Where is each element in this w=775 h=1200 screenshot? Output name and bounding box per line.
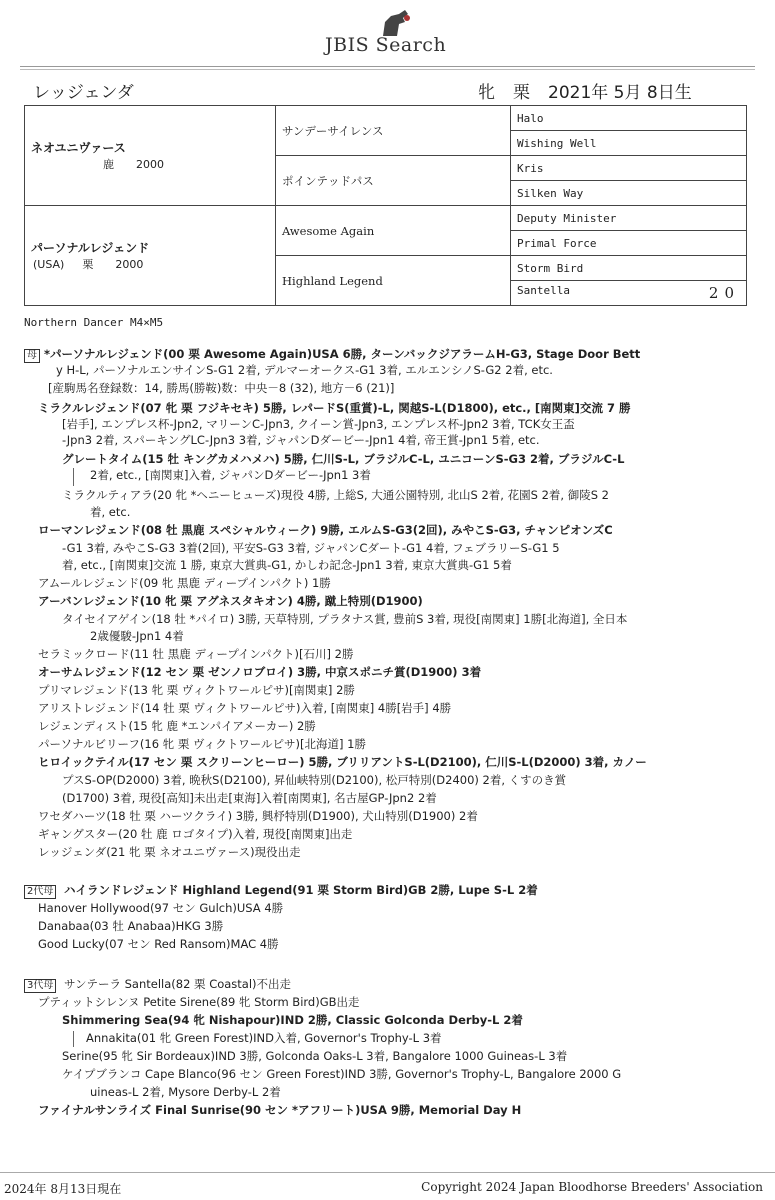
offspring-line: プスS-OP(D2000) 3着, 晩秋S(D2100), 昇仙峡特別(D2100), 松戸特別(D2400) 2着, くすのき賞	[62, 773, 567, 787]
offspring-line: レッジェンダ(21 牝 栗 ネオユニヴァース)現役出走	[38, 845, 301, 859]
g3dam-tag: 3代母	[24, 979, 56, 993]
g2-cell[interactable]: サンデーサイレンス	[276, 106, 511, 156]
footer-copyright: Copyright 2024 Japan Bloodhorse Breeders' Association	[421, 1180, 763, 1194]
logo-text: JBIS Search	[325, 34, 447, 56]
sire-name: ネオユニヴァース	[31, 141, 126, 155]
offspring-line: アリストレジェンド(14 牡 栗 ヴィクトワールピサ)入着, [南関東] 4勝[岩手] 4勝	[38, 701, 452, 715]
offspring-line: ミラクルティアラ(20 牝 *ヘニーヒューズ)現役 4勝, 上総S, 大通公園特別, 北山S 2着, 花園S 2着, 御陵S 2	[62, 488, 609, 502]
g3-cell[interactable]: Silken Way	[511, 181, 747, 206]
g3-cell[interactable]: Wishing Well	[511, 131, 747, 156]
offspring-line: セラミックロード(11 牡 黒鹿 ディープインパクト)[石川] 2勝	[38, 647, 354, 661]
g3dam-line: ファイナルサンライズ Final Sunrise(90 セン *アフリート)USA 9勝, Memorial Day H	[38, 1103, 522, 1117]
g2dam-line: Danabaa(03 牡 Anabaa)HKG 3勝	[38, 919, 224, 933]
offspring-line: 2着, etc., [南関東]入着, ジャパンDダービー-Jpn1 3着	[90, 468, 371, 482]
sire-cell[interactable]	[25, 106, 276, 206]
g2dam-line: Good Lucky(07 セン Red Ransom)MAC 4勝	[38, 937, 279, 951]
offspring-line: ヒロイックテイル(17 セン 栗 スクリーンヒーロー) 5勝, ブリリアントS-L(D2100), 仁川S-L(D2000) 3着, カノー	[38, 755, 647, 769]
g3-cell-santella[interactable]	[511, 281, 747, 306]
offspring-line: アムールレジェンド(09 牝 黒鹿 ディープインパクト) 1勝	[38, 576, 331, 590]
offspring-line: グレートタイム(15 牡 キングカメハメハ) 5勝, 仁川S-L, ブラジルC-L, ユニコーンS-G3 2着, ブラジルC-L	[62, 452, 625, 466]
dam-line: [産駒馬名登録数：14, 勝馬(勝鞍)数：中央－8 (32), 地方－6 (21)]	[48, 381, 395, 395]
g3-name: Santella	[517, 284, 570, 297]
offspring-line: プリマレジェンド(13 牝 栗 ヴィクトワールピサ)[南関東] 2勝	[38, 683, 355, 697]
g3dam-line: uineas-L 2着, Mysore Derby-L 2着	[90, 1085, 281, 1099]
g3dam-line: Shimmering Sea(94 牝 Nishapour)IND 2勝, Classic Golconda Derby-L 2着	[62, 1013, 523, 1027]
g3-cell[interactable]: Storm Bird	[511, 256, 747, 281]
g2-cell[interactable]: ポインテッドパス	[276, 156, 511, 206]
horse-color: 栗	[513, 83, 530, 103]
offspring-line: パーソナルビリーフ(16 牝 栗 ヴィクトワールピサ)[北海道] 1勝	[38, 737, 366, 751]
g3dam-line: Serine(95 牝 Sir Bordeaux)IND 3勝, Golconda Oaks-L 3着, Bangalore 1000 Guineas-L 3着	[62, 1049, 568, 1063]
header-divider	[20, 66, 755, 67]
dam-line: y H-L, パーソナルエンサインS-G1 2着, デルマーオークス-G1 3着, エルエンシノS-G2 2着, etc.	[56, 363, 553, 377]
dam-tag: 母	[24, 349, 40, 363]
g3-cell[interactable]: Primal Force	[511, 231, 747, 256]
g2dam-line: Hanover Hollywood(97 セン Gulch)USA 4勝	[38, 901, 284, 915]
g3-cell[interactable]: Halo	[511, 106, 747, 131]
horse-name: レッジェンダ	[33, 83, 134, 103]
g3-cell[interactable]: Deputy Minister	[511, 206, 747, 231]
offspring-line: [岩手], エンプレス杯-Jpn2, マリーンC-Jpn3, クイーン賞-Jpn3, エンプレス杯-Jpn2 3着, TCK女王盃	[62, 417, 575, 431]
offspring-line: ギャングスター(20 牡 鹿 ロゴタイプ)入着, 現役[南関東]出走	[38, 827, 353, 841]
offspring-line: (D1700) 3着, 現役[高知]未出走[東海]入着[南関東], 名古屋GP-Jpn2 2着	[62, 791, 437, 805]
offspring-line: -G1 3着, みやこS-G3 3着(2回), 平安S-G3 3着, ジャパンCダート-G1 4着, フェブラリーS-G1 5	[62, 541, 560, 555]
g3dam-line: Annakita(01 牝 Green Forest)IND入着, Governor's Trophy-L 3着	[86, 1031, 442, 1045]
dam-name: パーソナルレジェンド	[31, 241, 150, 255]
g3dam-line: プティットシレンヌ Petite Sirene(89 牝 Storm Bird)GB出走	[38, 995, 360, 1009]
offspring-line: レジェンディスト(15 牝 鹿 *エンパイアメーカー) 2勝	[38, 719, 316, 733]
inbreeding-note: Northern Dancer M4×M5	[24, 316, 164, 329]
g3dam-line: ケイプブランコ Cape Blanco(96 セン Green Forest)IND 3勝, Governor's Trophy-L, Bangalore 2000 G	[62, 1067, 622, 1081]
header-divider-2	[20, 69, 755, 70]
dam-line: 母 *パーソナルレジェンド(00 栗 Awesome Again)USA 6勝, ターンバックジアラームH-G3, Stage Door Bett	[24, 346, 640, 363]
offspring-line: 着, etc.	[90, 505, 131, 519]
offspring-line: オーサムレジェンド(12 セン 栗 ゼンノロブロイ) 3勝, 中京スポニチ賞(D1900) 3着	[38, 665, 482, 679]
family-number: 20	[708, 284, 740, 302]
g2dam-tag: 2代母	[24, 885, 56, 899]
g2-cell[interactable]: Awesome Again	[276, 206, 511, 256]
footer-date: 2024年 8月13日現在	[4, 1182, 122, 1196]
offspring-line: ワセダハーツ(18 牡 栗 ハーツクライ) 3勝, 興杼特別(D1900), 犬山特別(D1900) 2着	[38, 809, 478, 823]
pedigree-table	[24, 105, 747, 306]
offspring-line: ローマンレジェンド(08 牡 黒鹿 スペシャルウィーク) 9勝, エルムS-G3(2回), みやこS-G3, チャンピオンズC	[38, 523, 613, 537]
dam-info: (USA) 栗 2000	[33, 258, 144, 271]
horse-sex: 牝	[478, 83, 495, 103]
jbis-logo[interactable]	[325, 8, 465, 56]
footer-divider	[0, 1172, 775, 1173]
horse-birth: 2021年 5月 8日生	[548, 83, 692, 103]
offspring-line: タイセイアゲイン(18 牡 *パイロ) 3勝, 天草特別, プラタナス賞, 豊前S 3着, 現役[南関東] 1勝[北海道], 全日本	[62, 612, 628, 626]
offspring-line: 着, etc., [南関東]交流 1 勝, 東京大賞典-G1, かしわ記念-Jpn1 3着, 東京大賞典-G1 5着	[62, 558, 512, 572]
g2dam-line: 2代母 ハイランドレジェンド Highland Legend(91 栗 Storm Bird)GB 2勝, Lupe S-L 2着	[24, 882, 538, 899]
offspring-line: -Jpn3 2着, スパーキングLC-Jpn3 3着, ジャパンDダービー-Jpn1 4着, 帝王賞-Jpn1 5着, etc.	[62, 433, 540, 447]
indent-bar	[73, 468, 74, 486]
offspring-line: 2歳優駿-Jpn1 4着	[90, 629, 184, 643]
offspring-line: アーバンレジェンド(10 牝 栗 アグネスタキオン) 4勝, 蹴上特別(D1900)	[38, 594, 423, 608]
g2-cell[interactable]: Highland Legend	[276, 256, 511, 306]
g3dam-line: 3代母 サンテーラ Santella(82 栗 Coastal)不出走	[24, 976, 291, 993]
g3-cell[interactable]: Kris	[511, 156, 747, 181]
indent-bar	[73, 1031, 74, 1047]
sire-info: 鹿 2000	[103, 158, 164, 171]
dam-cell[interactable]	[25, 206, 276, 306]
offspring-line: ミラクルレジェンド(07 牝 栗 フジキセキ) 5勝, レパードS(重賞)-L, 関越S-L(D1800), etc., [南関東]交流 7 勝	[38, 401, 631, 415]
horse-info	[478, 78, 692, 103]
